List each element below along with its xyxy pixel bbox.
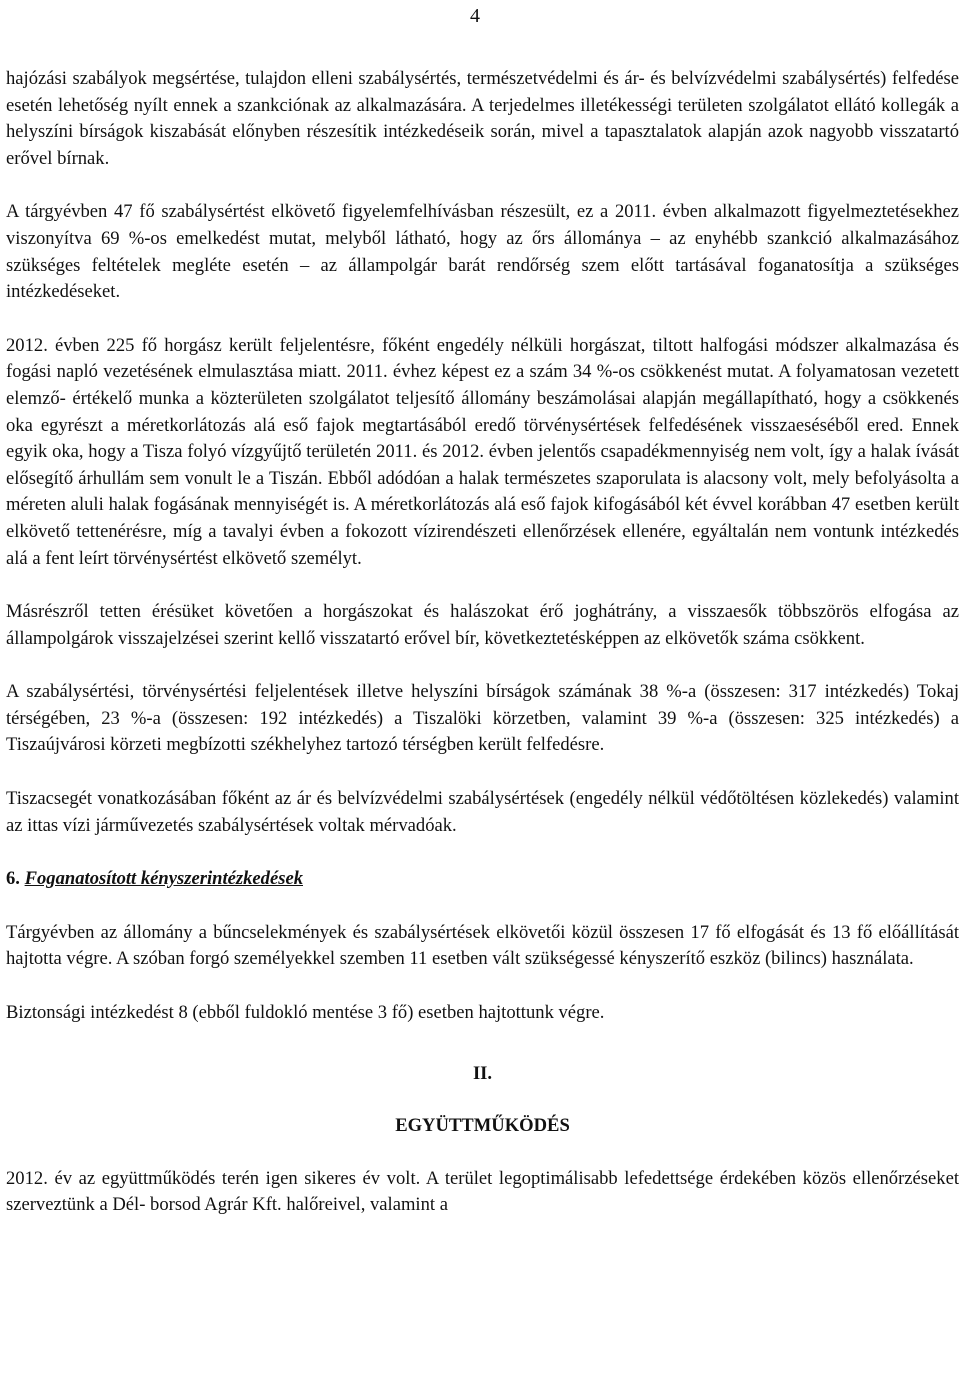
part-roman-numeral: II. [472,1062,493,1084]
document-body [6,66,959,1219]
paragraph-cooperation: 2012. év az együttműködés terén igen sikeres év volt. A terület legoptimálisabb lefedettsége érdekében közös ellenőrzéseket szerveztünk a Dél- borsod Agrár Kft. halőreivel, valamint a [6,1167,959,1216]
paragraph-sanctions-intro: hajózási szabályok megsértése, tulajdon elleni szabálysértés, természetvédelmi és ár- és belvízvédelmi szabálysértés) felfedése esetén lehetőség nyílt ennek a szankciónak az alkalmazására. A terjedelmes illetékességi területen szolgálatot ellátó kollegák a helyszíni bírságok kiszabását előnyben részesítik intézkedéseik során, mivel a tapasztalatok alapján azok nagyobb visszatartó erővel bírnak. [6,68,959,169]
section-number: 6. [6,868,20,890]
page-number: 4 [470,5,480,27]
paragraph-anglers-reports: 2012. évben 225 fő horgász került feljelentésre, főként engedély nélküli horgászat, tiltott halfogási módszer alkalmazása és fogási napló vezetésének elmulasztása miatt. 2011. évhez képest ez a szám 34 %-os csökkenést mutat. A folyamatosan vezetett elemző- értékelő munka a közterületen szolgálatot teljesítő állomány beszámolásai alapján megállapítható, hogy a csökkenés oka egyrészt a méretkorlátozás alá eső fajok megtartásából eredő törvénysértések felfedésének visszaeséséből ered. Ennek egyik oka, hogy a Tisza folyó vízgyűjtő területén 2011. és 2012. évben jelentős csapadékmennyiség nem volt, így a halak ívását elősegítő árhullám sem vonult le a Tiszán. Ebből adódóan a halak természetes szaporulata is alacsony volt, mely befolyásolta a méreten aluli halak fogásának mennyiségét is. A méretkorlátozás alá eső fajok kifogásából két évvel korábban 47 esetben került elkövető tettenérésre, míg a tavalyi évben a fokozott vízirendészeti ellenőrzések ellenére, egyáltalán nem vontunk intézkedés alá a fent leírt törvénysértést elkövető személyt. [6,334,959,569]
paragraph-tiszacsege: Tiszacsegét vonatkozásában főként az ár és belvízvédelmi szabálysértések (engedély nélkül védőtöltésen közlekedés) valamint az ittas vízi járművezetés szabálysértések voltak mérvadóak. [6,788,959,836]
paragraph-arrests: Tárgyévben az állomány a bűncselekmények és szabálysértések elkövetői közül összesen 17 fő elfogását és 13 fő előállítását hajtotta végre. A szóban forgó személyekkel szemben 11 esetben vált szükségessé kényszerítő eszköz (bilincs) használata. [6,921,959,970]
paragraph-repeat-offenders: Másrészről tetten érésüket követően a horgászokat és halászokat érő joghátrány, a visszaesők többszörös elfogása az állampolgárok visszajelzései szerint kellő visszatartó erővel bír, következtetésképpen az elkövetők száma csökkent. [6,601,959,649]
section-title: Foganatosított kényszerintézkedések [24,868,303,890]
paragraph-warnings: A tárgyévben 47 fő szabálysértést elkövető figyelemfelhívásban részesült, ez a 2011. évben alkalmazott figyelmeztetésekhez viszonyítva 69 %-os emelkedést mutat, melyből látható, hogy az őrs állománya – az enyhébb szankció alkalmazásához szükséges feltételek megléte esetén – az állampolgár barát rendőrség szem előtt tartásával foganatosítja a szükséges intézkedéseket. [6,201,959,303]
paragraph-regional-distribution: A szabálysértési, törvénysértési feljelentések illetve helyszíni bírságok számának 38 %-a (összesen: 317 intézkedés) Tokaj térségében, 23 %-a (összesen: 192 intézkedés) a Tiszalöki körzetben, valamint 39 %-a (összesen: 325 intézkedés) a Tiszaújvárosi körzeti megbízotti székhelyhez tartozó térségben került felfedésre. [6,681,959,756]
section-heading-6 [6,866,959,893]
paragraph-safety-measures: Biztonsági intézkedést 8 (ebből fuldokló mentése 3 fő) esetben hajtottunk végre. [6,1002,605,1024]
chapter-title: EGYÜTTMŰKÖDÉS [395,1115,570,1137]
